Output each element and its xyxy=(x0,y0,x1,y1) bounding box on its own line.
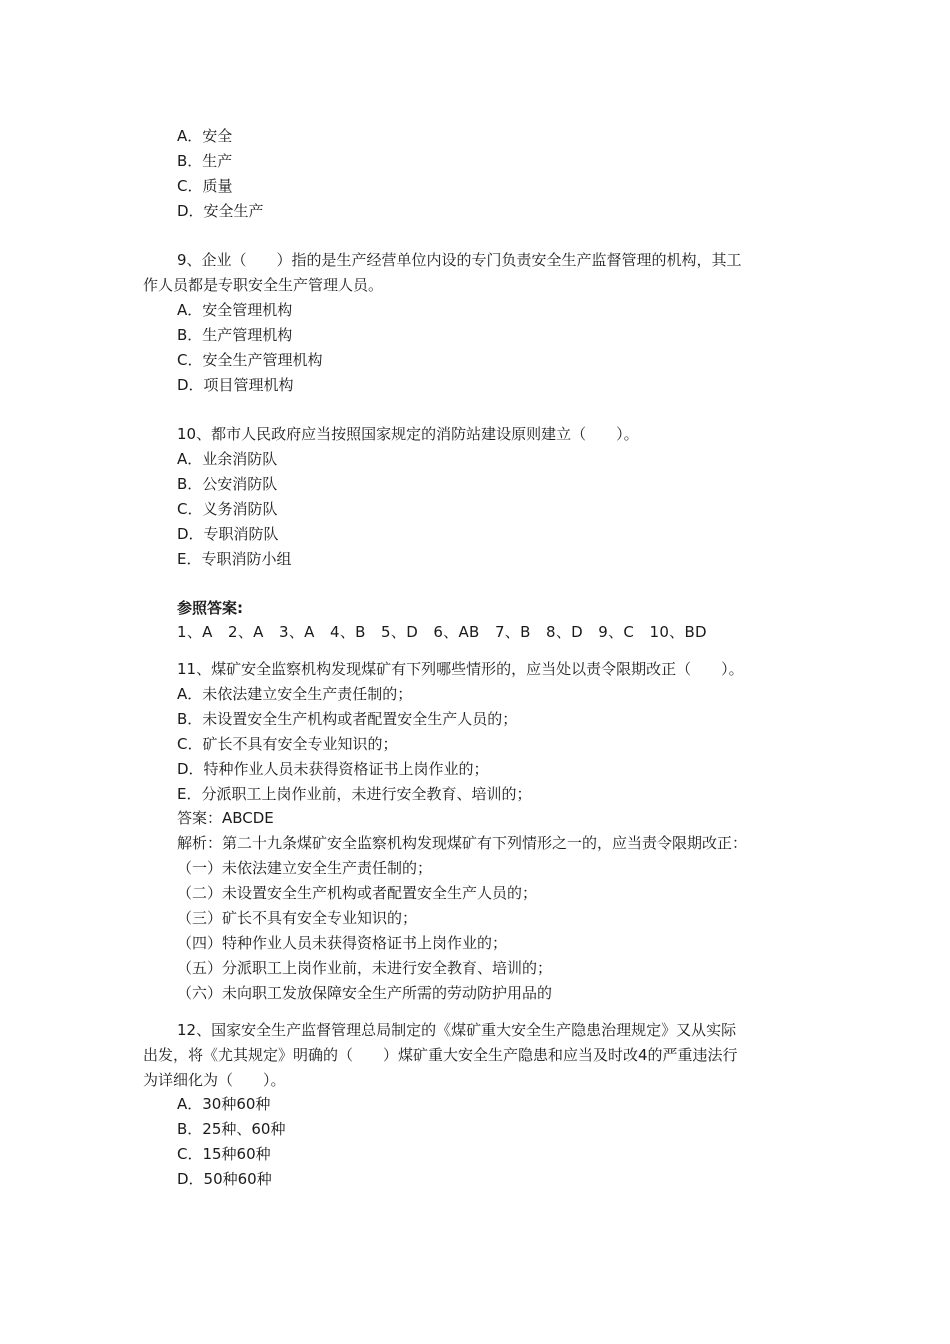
q9-question-line2: 作人员都是专职安全生产管理人员。 xyxy=(143,276,384,294)
q10-option-e: E．专职消防小组 xyxy=(177,550,292,568)
q11-analysis-item-6: （六）未向职工发放保障安全生产所需的劳动防护用品的 xyxy=(177,984,553,1002)
q12-question-line2: 出发，将《尤其规定》明确的（ ）煤矿重大安全生产隐患和应当及时改4的严重违法行 xyxy=(143,1046,738,1064)
q9-option-c: C．安全生产管理机构 xyxy=(177,351,323,369)
q11-analysis-item-2: （二）未设置安全生产机构或者配置安全生产人员的； xyxy=(177,884,538,902)
q11-analysis: 解析：第二十九条煤矿安全监察机构发现煤矿有下列情形之一的，应当责令限期改正： xyxy=(177,834,748,852)
q11-analysis-item-4: （四）特种作业人员未获得资格证书上岗作业的； xyxy=(177,934,508,952)
q11-option-d: D．特种作业人员未获得资格证书上岗作业的； xyxy=(177,760,489,778)
q9-option-b: B．生产管理机构 xyxy=(177,326,293,344)
q11-option-a: A．未依法建立安全生产责任制的； xyxy=(177,685,413,703)
q9-option-a: A．安全管理机构 xyxy=(177,301,293,319)
q11-option-e: E．分派职工上岗作业前，未进行安全教育、培训的； xyxy=(177,785,532,803)
q10-option-a: A．业余消防队 xyxy=(177,450,278,468)
q8-option-b: B．生产 xyxy=(177,152,233,170)
q11-analysis-item-1: （一）未依法建立安全生产责任制的； xyxy=(177,859,433,877)
q11-analysis-item-3: （三）矿长不具有安全专业知识的； xyxy=(177,909,418,927)
q11-option-b: B．未设置安全生产机构或者配置安全生产人员的； xyxy=(177,710,518,728)
q9-question-line1: 9、企业（ ）指的是生产经营单位内设的专门负责安全生产监督管理的机构，其工 xyxy=(177,251,742,269)
q8-option-d: D．安全生产 xyxy=(177,202,264,220)
q11-analysis-item-5: （五）分派职工上岗作业前，未进行安全教育、培训的； xyxy=(177,959,553,977)
q12-option-b: B．25种、60种 xyxy=(177,1120,286,1138)
reference-answers-heading: 参照答案: xyxy=(177,599,243,617)
q11-option-c: C．矿长不具有安全专业知识的； xyxy=(177,735,398,753)
q10-option-c: C．义务消防队 xyxy=(177,500,278,518)
q12-option-a: A．30种60种 xyxy=(177,1095,271,1113)
q12-question-line3: 为详细化为（ ）。 xyxy=(143,1071,286,1089)
q9-option-d: D．项目管理机构 xyxy=(177,376,294,394)
q8-option-a: A．安全 xyxy=(177,127,233,145)
q10-option-b: B．公安消防队 xyxy=(177,475,278,493)
q10-option-d: D．专职消防队 xyxy=(177,525,279,543)
q11-question: 11、煤矿安全监察机构发现煤矿有下列哪些情形的，应当处以责令限期改正（ ）。 xyxy=(177,660,744,678)
q12-option-c: C．15种60种 xyxy=(177,1145,271,1163)
q11-answer: 答案：ABCDE xyxy=(177,809,274,827)
q12-question-line1: 12、国家安全生产监督管理总局制定的《煤矿重大安全生产隐患治理规定》又从实际 xyxy=(177,1021,737,1039)
q8-option-c: C．质量 xyxy=(177,177,233,195)
q10-question: 10、都市人民政府应当按照国家规定的消防站建设原则建立（ ）。 xyxy=(177,425,639,443)
q12-option-d: D．50种60种 xyxy=(177,1170,272,1188)
reference-answers-list: 1、A 2、A 3、A 4、B 5、D 6、AB 7、B 8、D 9、C 10、BD xyxy=(177,623,707,641)
